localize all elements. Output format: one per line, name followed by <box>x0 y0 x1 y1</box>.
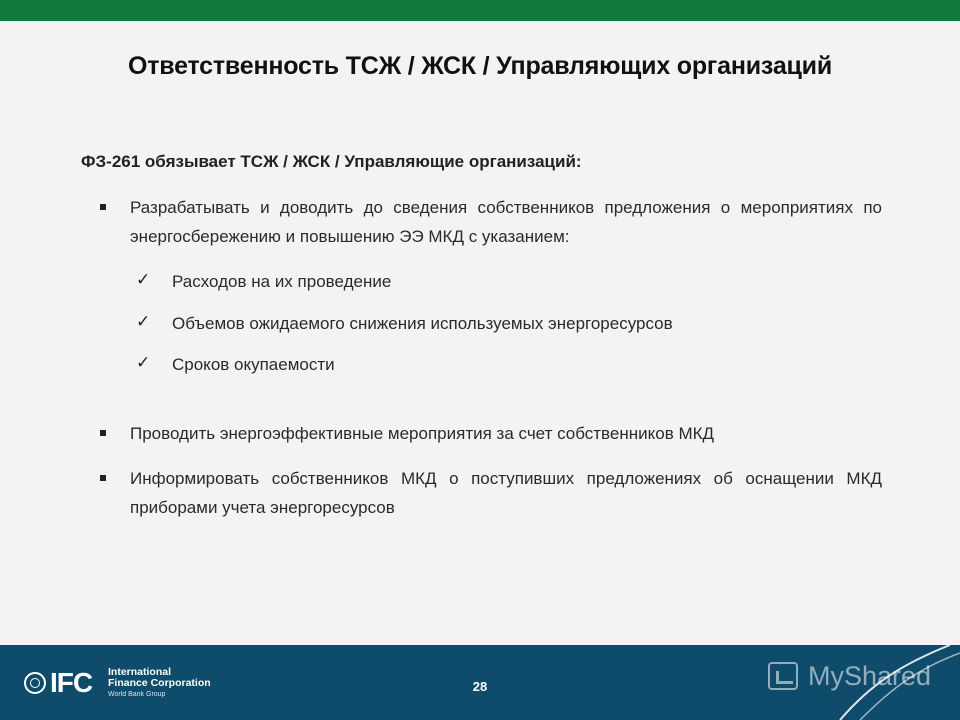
top-accent-band <box>0 0 960 21</box>
check-text: Сроков окупаемости <box>172 355 335 374</box>
bullet-text: Проводить энергоэффективные мероприятия за счет собственников МКД <box>130 424 715 443</box>
myshared-watermark <box>768 659 931 693</box>
check-item-2 <box>136 312 876 336</box>
check-text: Объемов ожидаемого снижения используемых энергоресурсов <box>172 314 673 333</box>
check-item-3 <box>136 353 876 377</box>
bullet-item-1 <box>100 193 882 251</box>
bullet-text: Информировать собственников МКД о поступивших предложениях об оснащении МКД приборами учета энергоресурсов <box>130 469 882 517</box>
check-item-1 <box>136 270 876 294</box>
checkmark-icon: ✓ <box>136 353 151 372</box>
presentation-icon <box>768 662 798 690</box>
footer-bar <box>0 645 960 720</box>
logo-line-2: Finance Corporation <box>108 677 211 689</box>
watermark-text: MyShared <box>808 660 932 691</box>
checkmark-icon: ✓ <box>136 270 151 289</box>
check-text: Расходов на их проведение <box>172 272 392 291</box>
page-number: 28 <box>472 679 488 694</box>
logo-line-1: International <box>108 666 172 678</box>
bullet-text: Разрабатывать и доводить до сведения собственников предложения о мероприятиях по энергосбережению и повышению ЭЭ МКД с указанием: <box>130 198 882 246</box>
bullet-item-2 <box>100 419 882 448</box>
square-bullet-icon <box>100 204 106 210</box>
logo-line-3: World Bank Group <box>108 691 166 698</box>
checkmark-icon: ✓ <box>136 312 151 331</box>
ifc-logo-mark: IFC <box>50 667 93 698</box>
bullet-item-3 <box>100 464 882 522</box>
square-bullet-icon <box>100 430 106 436</box>
square-bullet-icon <box>100 475 106 481</box>
intro-text: ФЗ-261 обязывает ТСЖ / ЖСК / Управляющие организаций: <box>81 152 582 171</box>
slide-title: Ответственность ТСЖ / ЖСК / Управляющих организаций <box>127 52 833 80</box>
